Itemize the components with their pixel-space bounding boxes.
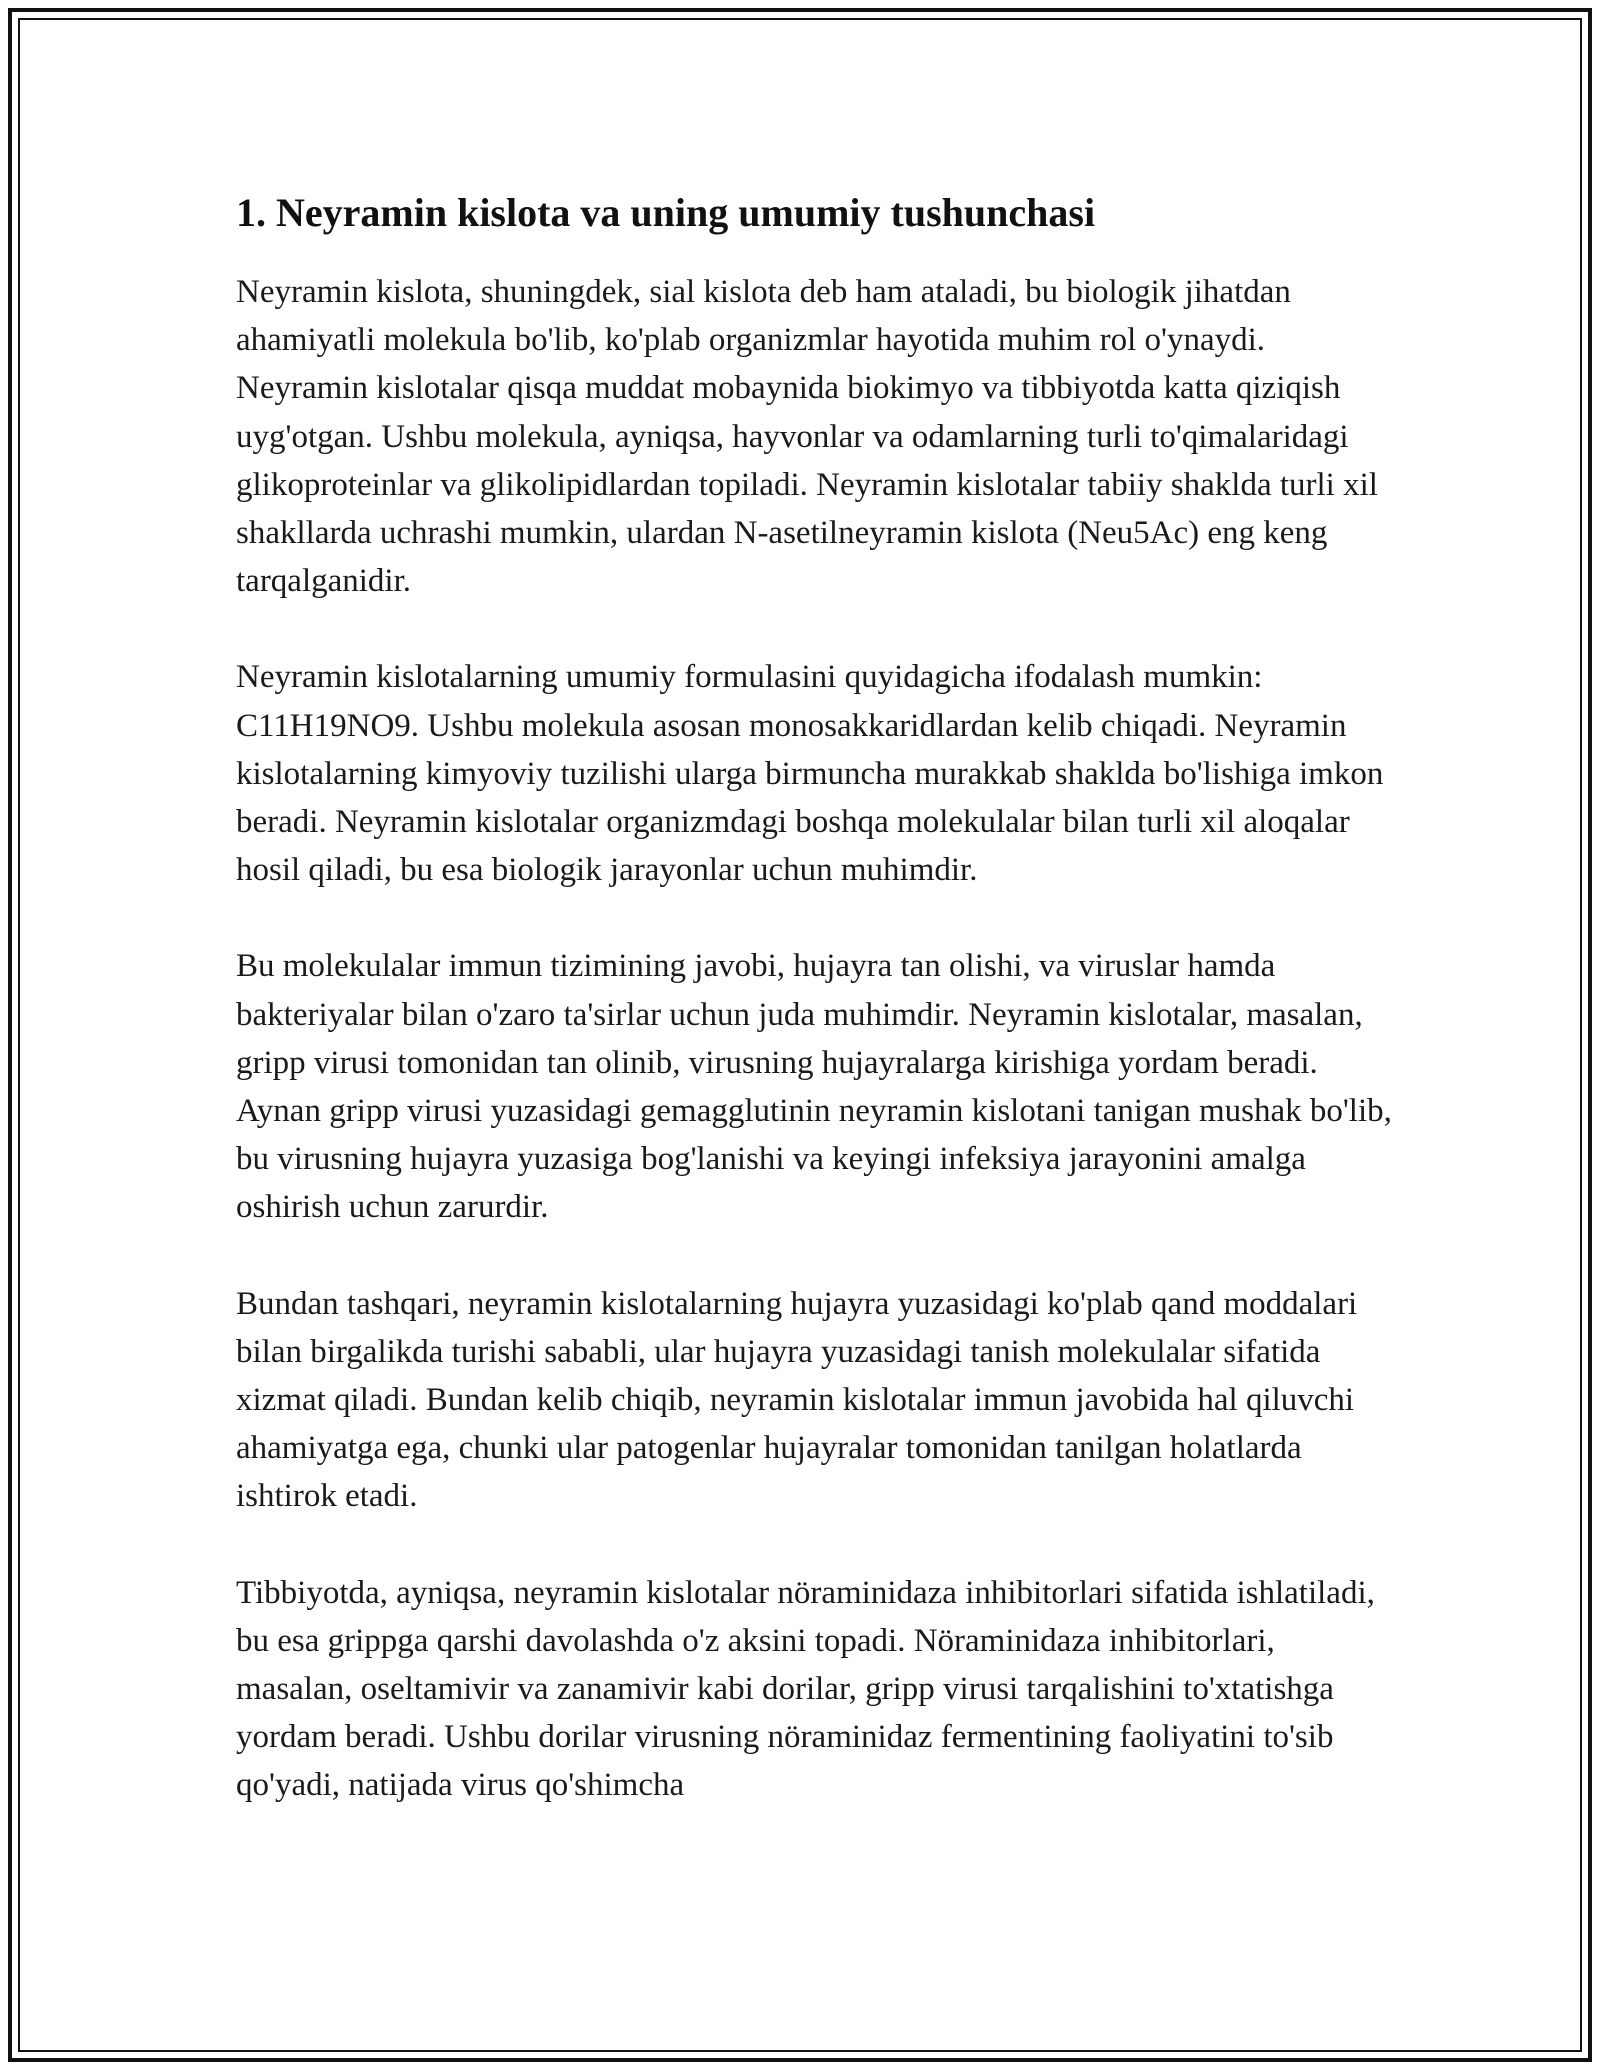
paragraph-5: Tibbiyotda, ayniqsa, neyramin kislotalar nöraminidaza inhibitorlari sifatida ishlatiladi, bu esa grippga qarshi davolashda o'z aksini topadi. Nöraminidaza inhibitorlari, masalan, oseltamivir va zanamivir kabi dorilar, gripp virusi tarqalishini to'xtatishga yordam beradi. Ushbu dorilar virusning nöraminidaz fermentining faoliyatini to'sib qo'yadi, natijada virus qo'shimcha [236, 1574, 1375, 1804]
paragraph-1: Neyramin kislota, shuningdek, sial kislota deb ham ataladi, bu biologik jihatdan ahamiyatli molekula bo'lib, ko'plab organizmlar hayotida muhim rol o'ynaydi. Neyramin kislotalar qisqa muddat mobaynida biokimyo va tibbiyotda katta qiziqish uyg'otgan. Ushbu molekula, ayniqsa, hayvonlar va odamlarning turli to'qimalaridagi glikoproteinlar va glikolipidlardan topiladi. Neyramin kislotalar tabiiy shaklda turli xil shakllarda uchrashi mumkin, ulardan N-asetilneyramin kislota (Neu5Ac) eng keng tarqalganidir. [236, 274, 1378, 600]
section-heading: 1. Neyramin kislota va uning umumiy tushunchasi [236, 190, 1096, 235]
paragraph-3: Bu molekulalar immun tizimining javobi, hujayra tan olishi, va viruslar hamda bakteriyalar bilan o'zaro ta'sirlar uchun juda muhimdir. Neyramin kislotalar, masalan, gripp virusi tomonidan tan olinib, virusning hujayralarga kirishiga yordam beradi. Aynan gripp virusi yuzasidagi gemagglutinin neyramin kislotani tanigan mushak bo'lib, bu virusning hujayra yuzasiga bog'lanishi va keyingi infeksiya jarayonini amalga oshirish uchun zarurdir. [236, 948, 1392, 1226]
paragraph-4: Bundan tashqari, neyramin kislotalarning hujayra yuzasidagi ko'plab qand moddalari bilan birgalikda turishi sababli, ular hujayra yuzasidagi tanish molekulalar sifatida xizmat qiladi. Bundan kelib chiqib, neyramin kislotalar immun javobida hal qiluvchi ahamiyatga ega, chunki ular patogenlar hujayralar tomonidan tanilgan holatlarda ishtirok etadi. [236, 1285, 1358, 1515]
document-body [236, 186, 1396, 1858]
paragraph-2: Neyramin kislotalarning umumiy formulasini quyidagicha ifodalash mumkin: C11H19NO9. Ushbu molekula asosan monosakkaridlardan kelib chiqadi. Neyramin kislotalarning kimyoviy tuzilishi ularga birmuncha murakkab shaklda bo'lishiga imkon beradi. Neyramin kislotalar organizmdagi boshqa molekulalar bilan turli xil aloqalar hosil qiladi, bu esa biologik jarayonlar uchun muhimdir. [236, 659, 1384, 889]
